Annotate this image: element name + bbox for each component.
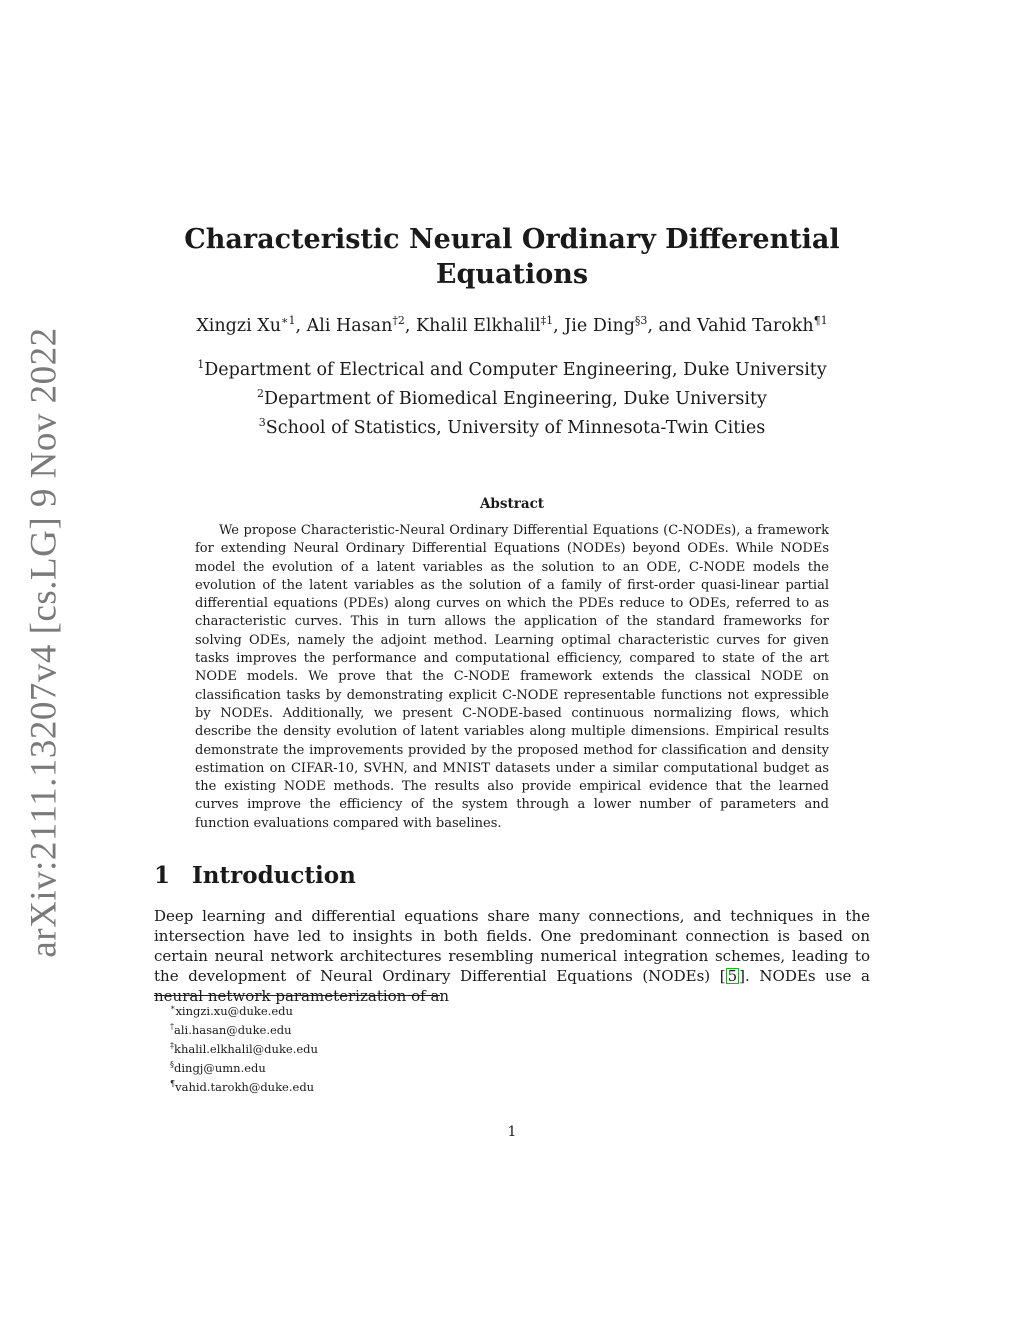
citation-link[interactable]: 5 [727,967,738,985]
author-name: Vahid Tarokh [697,315,814,336]
abstract-text: We propose Characteristic-Neural Ordinary Differential Equations (C-NODEs), a framework for extending Neural Ordinary Differential Equations (NODEs) beyond ODEs. While NODEs model the evolution of a latent variables as the solution to an ODE, C-NODE models the evolution of the latent variables as the solution of a family of first-order quasi-linear partial differential equations (PDEs) along curves on which the PDEs reduce to ODEs, referred to as characteristic curves. This in turn allows the application of the standard frameworks for solving ODEs, namely the adjoint method. Learning optimal characteristic curves for given tasks improves the performance and computational efficiency, compared to state of the art NODE models. We prove that the C-NODE framework extends the classical NODE on classification tasks by demonstrating explicit C-NODE representable functions not expressible by NODEs. Additionally, we present C-NODE-based continuous normalizing flows, which describe the density evolution of latent variables along multiple dimensions. Empirical results demonstrate the improvements provided by the proposed method for classification and density estimation on CIFAR-10, SVHN, and MNIST datasets under a similar computational budget as the existing NODE methods. The results also provide empirical evidence that the learned curves improve the efficiency of the system through a lower number of parameters and function evaluations compared with baselines. [195,523,829,831]
affiliation: $^3$School of Statistics, University of Minnesota-Twin Cities [258,415,766,438]
author-name: Xingzi Xu [196,315,281,336]
affiliation: $^2$Department of Biomedical Engineering, Duke University [257,386,767,409]
affiliation: $^1$Department of Electrical and Computer Engineering, Duke University [197,358,827,380]
abstract-heading: Abstract [479,496,545,512]
author-name: Khalil Elkhalil [416,315,541,336]
footnote-list [170,1000,318,1095]
footnote: ¶vahid.tarokh@duke.edu [170,1079,315,1094]
author-mark: ‡1 [540,314,554,327]
footnote: ‡khalil.elkhalil@duke.edu [170,1041,318,1056]
section-title: Introduction [192,862,356,889]
page-number: 1 [507,1124,517,1140]
author-mark: ∗1 [280,314,296,327]
arxiv-identifier-margin [19,327,69,958]
author-list: Xingzi $Xu^{∗1}$, Ali Hasan$^{\dagger 2}$, Khalil Elkhalil$^{\ddagger 1}$, Jie Ding$^{\S 3}$, and Vahid Tarokh$^{\P 1}$ [196,314,828,336]
footnote: †ali.hasan@duke.edu [170,1022,292,1037]
author-name: Ali Hasan [306,315,393,336]
author-mark: †2 [392,314,405,327]
paper-title: Characteristic Neural Ordinary Differential Equations [184,224,840,290]
section-heading [154,862,356,889]
author-mark: §3 [634,314,648,327]
footnote-divider [154,995,440,996]
section-number: 1 [154,862,171,889]
arxiv-identifier: arXiv:2111.13207v4 [cs.LG] 9 Nov 2022 [23,327,65,958]
footnote: §dingj@umn.edu [170,1060,266,1075]
author-mark: ¶1 [813,314,828,327]
affiliation-list [150,353,874,439]
footnote: ∗xingzi.xu@duke.edu [170,1003,293,1018]
intro-paragraph: Deep learning and differential equations share many connections, and techniques in the intersection have led to insights in both fields. One predominant connection is based on certain neural network architectures resembling numerical integration schemes, leading to the development of Neural Ordinary Differential Equations (NODEs) [ 5 ]. NODEs use a neural network parameterization of an [154,907,870,1005]
author-name: Jie Ding [564,315,635,336]
